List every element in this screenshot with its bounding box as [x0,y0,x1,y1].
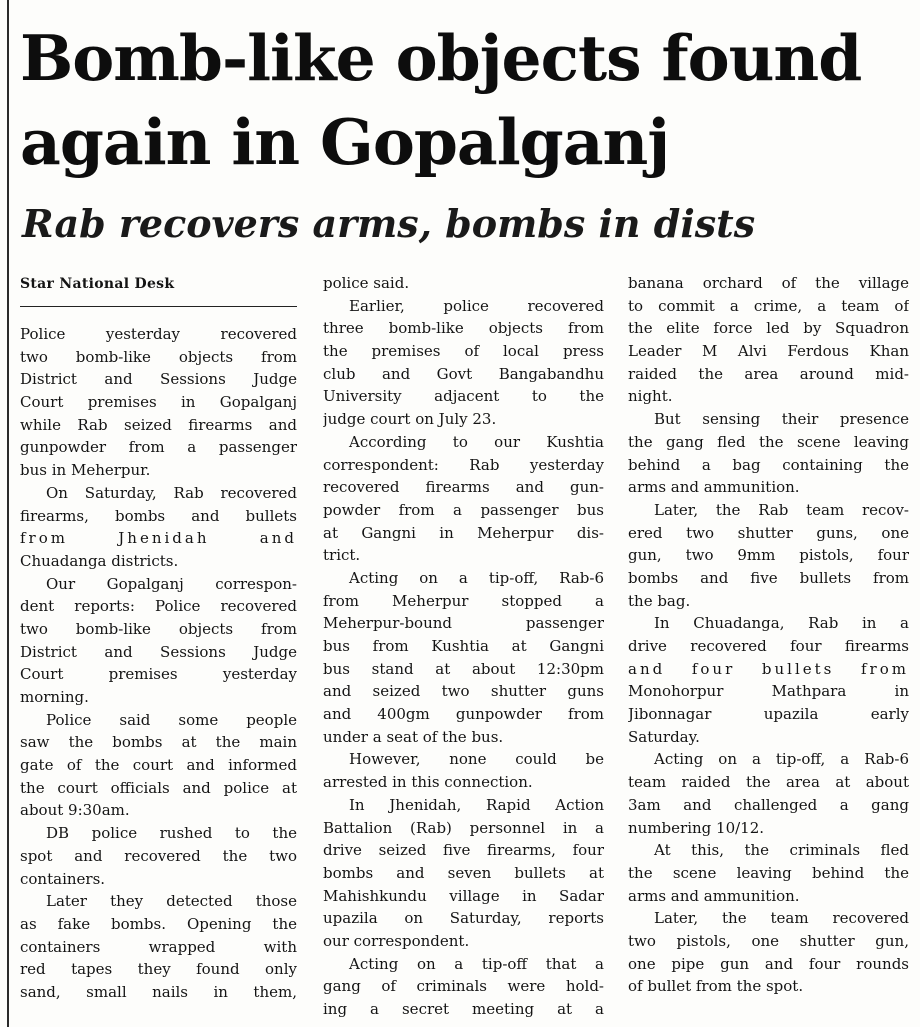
text-line: Police said some people [46,710,297,729]
text-line: ing a secret meeting at a [323,1000,604,1018]
text-line: arms and ammunition. [628,478,800,497]
byline-divider [20,306,297,307]
text-line: drive seized five firearms, four [323,841,604,860]
text-line: the scene leaving behind the [628,863,909,882]
text-line: team raided the area at about [628,773,909,792]
text-line: banana orchard of the village [628,274,909,292]
text-line: numbering 10/12. [628,818,765,837]
text-line: the premises of local press [323,342,604,361]
text-line: under a seat of the bus. [323,727,504,746]
text-line: while Rab seized firearms and [20,415,297,434]
text-line: bus from Kushtia at Gangni [323,637,604,655]
text-line: Earlier, police recovered [349,296,604,315]
text-line: morning. [20,688,89,706]
text-line: the court officials and police at [20,778,297,797]
text-line: club and Govt Bangabandhu [323,364,604,383]
text-line: as fake bombs. Opening the [20,914,297,933]
text-line: District and Sessions Judge [20,642,297,661]
text-line: bus in Meherpur. [20,461,151,480]
text-line: arrested in this connection. [323,773,533,792]
text-line: police said. [323,274,410,292]
text-line: two pistols, one shutter gun, [628,931,909,950]
text-line: But sensing their presence [654,410,909,429]
text-line: and 400gm gunpowder from [323,705,604,724]
text-line: and seized two shutter guns [323,682,604,701]
text-line: dent reports: Police recovered [20,597,297,616]
text-line: from Meherpur stopped a [323,591,604,610]
text-line: two bomb-like objects from [20,347,297,366]
text-line: the elite force led by Squadron [628,319,909,338]
text-line: ered two shutter guns, one [628,523,909,542]
text-line: sand, small nails in them, [20,982,297,1001]
text-line: at Gangni in Meherpur dis- [323,523,604,542]
text-line: trict. [323,546,361,565]
text-line: gang of criminals were hold- [323,977,604,996]
text-line: two bomb-like objects from [20,619,297,638]
text-line: judge court on July 23. [323,410,497,429]
text-line: Police yesterday recovered [20,325,297,343]
text-line: Later, the team recovered [654,909,909,928]
text-line: our correspondent. [323,931,470,950]
text-line: and four bullets from [628,659,909,678]
headline [20,16,915,184]
text-line: Mahishkundu village in Sadar [323,886,604,905]
text-line: Saturday. [628,727,700,746]
article-column-1 [20,272,297,1004]
text-line: spot and recovered the two [20,846,297,865]
text-line: red tapes they found only [20,960,297,979]
text-line: behind a bag containing the [628,455,909,474]
text-line: about 9:30am. [20,801,130,820]
text-line: Acting on a tip-off, Rab-6 [349,568,604,587]
text-line: arms and ammunition. [628,886,800,905]
text-line: In Chuadanga, Rab in a [654,614,909,633]
text-line: DB police rushed to the [46,824,297,843]
text-line: one pipe gun and four rounds [628,954,909,973]
text-line: According to our Kushtia [349,432,604,451]
text-line: Later, the Rab team recov- [654,500,909,519]
column-rule [7,0,9,1027]
text-line: the gang fled the scene leaving [628,432,909,451]
text-line: However, none could be [349,750,604,769]
text-line: firearms, bombs and bullets [20,506,297,525]
text-line: gate of the court and informed [20,756,297,775]
text-line: Acting on a tip-off that a [349,954,604,973]
text-line: Battalion (Rab) personnel in a [323,818,604,837]
text-line: drive recovered four firearms [628,637,909,655]
text-line: District and Sessions Judge [20,370,297,389]
text-line: three bomb-like objects from [323,319,604,338]
column-1-body [20,323,297,1004]
text-line: recovered firearms and gun- [323,478,604,497]
text-line: night. [628,387,673,406]
text-line: University adjacent to the [323,387,604,406]
text-line: Court premises in Gopalganj [20,393,297,412]
column-2-body [323,272,604,1021]
text-line: powder from a passenger bus [323,500,604,519]
text-line: the bag. [628,591,691,610]
text-line: gun, two 9mm pistols, four [628,546,909,565]
article-column-2 [323,272,604,1021]
headline-line-1: Bomb-like objects found [20,21,862,95]
text-line: At this, the criminals fled [654,841,909,860]
column-3-body [628,272,909,998]
text-line: correspondent: Rab yesterday [323,455,604,474]
text-line: Meherpur-bound passenger [323,614,604,633]
text-line: Court premises yesterday [20,665,297,684]
byline: Star National Desk [20,276,175,292]
text-line: Leader M Alvi Ferdous Khan [628,342,909,361]
text-line: upazila on Saturday, reports [323,909,604,928]
text-line: bombs and five bullets from [628,568,909,587]
subheadline: Rab recovers arms, bombs in dists [22,201,756,246]
text-line: raided the area around mid- [628,364,909,383]
text-line: of bullet from the spot. [628,977,804,996]
article-column-3 [628,272,909,998]
text-line: Later they detected those [46,892,297,911]
text-line: from Jhenidah and [20,529,297,548]
text-line: 3am and challenged a gang [628,795,909,814]
text-line: saw the bombs at the main [20,733,297,752]
text-line: bus stand at about 12:30pm [323,659,604,678]
headline-line-2: again in Gopalganj [20,105,670,179]
text-line: Jibonnagar upazila early [628,705,909,724]
text-line: Chuadanga districts. [20,551,179,570]
text-line: containers. [20,869,106,888]
text-line: containers wrapped with [20,937,297,956]
text-line: bombs and seven bullets at [323,863,604,882]
text-line: to commit a crime, a team of [628,296,909,315]
text-line: gunpowder from a passenger [20,438,297,457]
text-line: Acting on a tip-off, a Rab-6 [654,750,909,769]
text-line: On Saturday, Rab recovered [46,483,297,502]
text-line: In Jhenidah, Rapid Action [349,795,604,814]
text-line: Our Gopalganj correspon- [46,574,297,593]
text-line: Monohorpur Mathpara in [628,682,909,701]
